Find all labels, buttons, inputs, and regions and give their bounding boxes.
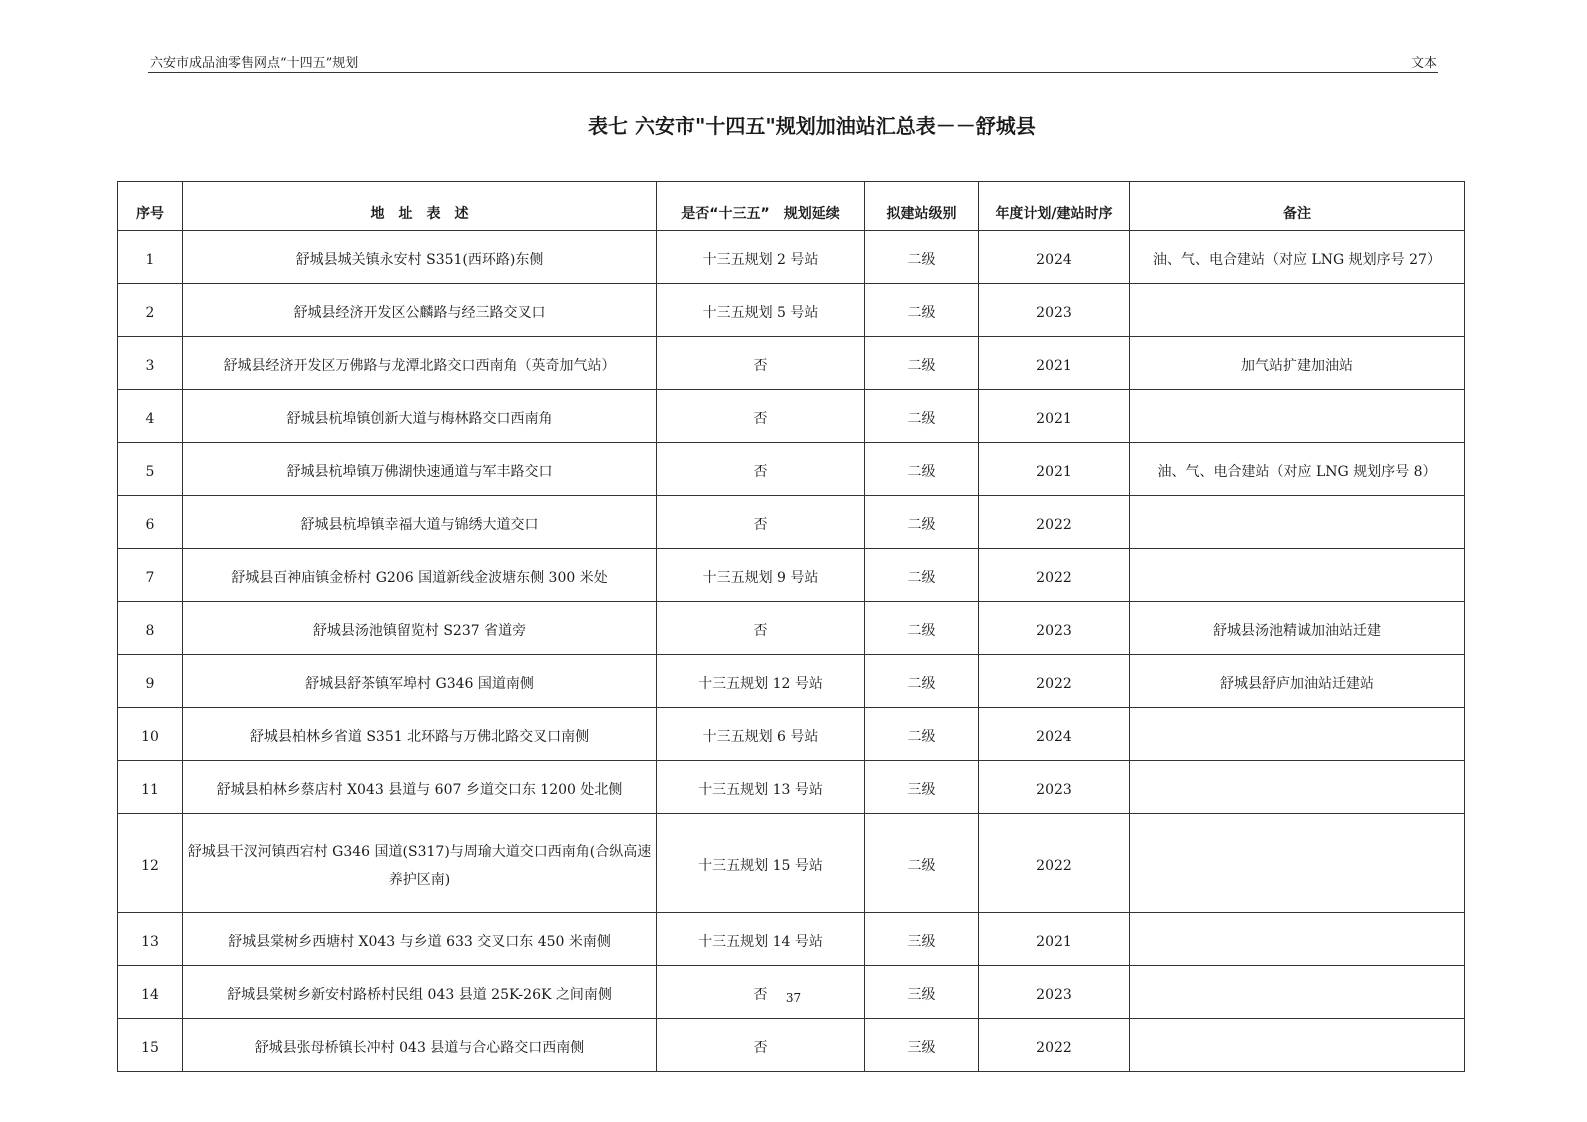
table-row — [118, 390, 1465, 443]
cell-year: 2022 — [979, 496, 1130, 549]
cell-continuation: 否 — [657, 966, 865, 1019]
cell-number: 6 — [118, 496, 183, 549]
column-header-level: 拟建站级别 — [865, 182, 979, 231]
cell-remark — [1130, 549, 1465, 602]
table-row — [118, 496, 1465, 549]
cell-level: 二级 — [865, 708, 979, 761]
cell-year: 2023 — [979, 284, 1130, 337]
cell-address: 舒城县杭埠镇万佛湖快速通道与军丰路交口 — [183, 443, 657, 496]
cell-level: 二级 — [865, 337, 979, 390]
cell-address: 舒城县棠树乡西塘村 X043 与乡道 633 交叉口东 450 米南侧 — [183, 913, 657, 966]
running-header-title: 六安市成品油零售网点“十四五”规划 — [150, 56, 359, 71]
cell-level: 二级 — [865, 814, 979, 913]
table-row — [118, 337, 1465, 390]
cell-number: 15 — [118, 1019, 183, 1072]
column-header-continuation: 是否“十三五” 规划延续 — [657, 182, 865, 231]
table-row — [118, 814, 1465, 913]
cell-continuation: 否 — [657, 602, 865, 655]
cell-address: 舒城县干汊河镇西宕村 G346 国道(S317)与周瑜大道交口西南角(合纵高速养护区南) — [183, 814, 657, 913]
cell-number: 13 — [118, 913, 183, 966]
cell-level: 二级 — [865, 284, 979, 337]
cell-year: 2024 — [979, 231, 1130, 284]
cell-level: 二级 — [865, 549, 979, 602]
cell-number: 7 — [118, 549, 183, 602]
cell-address: 舒城县柏林乡蔡店村 X043 县道与 607 乡道交口东 1200 处北侧 — [183, 761, 657, 814]
table-row — [118, 549, 1465, 602]
table-header-row — [118, 182, 1465, 231]
cell-number: 10 — [118, 708, 183, 761]
cell-remark — [1130, 496, 1465, 549]
cell-address: 舒城县城关镇永安村 S351(西环路)东侧 — [183, 231, 657, 284]
cell-remark — [1130, 761, 1465, 814]
cell-number: 14 — [118, 966, 183, 1019]
cell-remark — [1130, 1019, 1465, 1072]
cell-remark: 油、气、电合建站（对应 LNG 规划序号 27） — [1130, 231, 1465, 284]
cell-remark — [1130, 814, 1465, 913]
cell-year: 2021 — [979, 443, 1130, 496]
cell-level: 二级 — [865, 602, 979, 655]
table-row — [118, 284, 1465, 337]
cell-remark — [1130, 390, 1465, 443]
table-row — [118, 708, 1465, 761]
cell-address: 舒城县棠树乡新安村路桥村民组 043 县道 25K-26K 之间南侧 — [183, 966, 657, 1019]
cell-address: 舒城县柏林乡省道 S351 北环路与万佛北路交叉口南侧 — [183, 708, 657, 761]
cell-continuation: 十三五规划 5 号站 — [657, 284, 865, 337]
cell-remark — [1130, 708, 1465, 761]
cell-remark: 油、气、电合建站（对应 LNG 规划序号 8） — [1130, 443, 1465, 496]
cell-year: 2024 — [979, 708, 1130, 761]
table-row — [118, 913, 1465, 966]
cell-continuation: 十三五规划 12 号站 — [657, 655, 865, 708]
cell-remark: 加气站扩建加油站 — [1130, 337, 1465, 390]
cell-continuation: 十三五规划 2 号站 — [657, 231, 865, 284]
table-row — [118, 1019, 1465, 1072]
cell-year: 2022 — [979, 814, 1130, 913]
cell-continuation: 否 — [657, 390, 865, 443]
cell-number: 1 — [118, 231, 183, 284]
cell-year: 2021 — [979, 913, 1130, 966]
cell-continuation: 否 — [657, 496, 865, 549]
cell-continuation: 否 — [657, 1019, 865, 1072]
cell-continuation: 十三五规划 9 号站 — [657, 549, 865, 602]
cell-number: 12 — [118, 814, 183, 913]
header-divider — [148, 72, 1438, 73]
cell-level: 三级 — [865, 966, 979, 1019]
cell-year: 2021 — [979, 390, 1130, 443]
cell-remark: 舒城县汤池精诚加油站迁建 — [1130, 602, 1465, 655]
cell-year: 2023 — [979, 966, 1130, 1019]
cell-address: 舒城县汤池镇留览村 S237 省道旁 — [183, 602, 657, 655]
cell-level: 二级 — [865, 655, 979, 708]
cell-continuation: 十三五规划 15 号站 — [657, 814, 865, 913]
cell-address: 舒城县杭埠镇幸福大道与锦绣大道交口 — [183, 496, 657, 549]
cell-remark — [1130, 284, 1465, 337]
cell-address: 舒城县百神庙镇金桥村 G206 国道新线金波塘东侧 300 米处 — [183, 549, 657, 602]
cell-level: 二级 — [865, 496, 979, 549]
table-row — [118, 231, 1465, 284]
cell-year: 2022 — [979, 549, 1130, 602]
cell-remark — [1130, 913, 1465, 966]
cell-address: 舒城县张母桥镇长冲村 043 县道与合心路交口西南侧 — [183, 1019, 657, 1072]
cell-year: 2021 — [979, 337, 1130, 390]
cell-number: 8 — [118, 602, 183, 655]
cell-remark: 舒城县舒庐加油站迁建站 — [1130, 655, 1465, 708]
cell-number: 2 — [118, 284, 183, 337]
page-title: 表七 六安市"十四五"规划加油站汇总表－－舒城县 — [588, 114, 1036, 138]
cell-year: 2022 — [979, 655, 1130, 708]
cell-level: 二级 — [865, 390, 979, 443]
table-row — [118, 761, 1465, 814]
running-header-label: 文本 — [1410, 56, 1437, 71]
cell-year: 2023 — [979, 761, 1130, 814]
cell-number: 11 — [118, 761, 183, 814]
cell-address: 舒城县经济开发区万佛路与龙潭北路交口西南角（英奇加气站） — [183, 337, 657, 390]
column-header-remark: 备注 — [1130, 182, 1465, 231]
cell-number: 3 — [118, 337, 183, 390]
cell-level: 二级 — [865, 231, 979, 284]
cell-continuation: 否 — [657, 443, 865, 496]
gas-station-summary-table — [117, 181, 1465, 1072]
table-row — [118, 602, 1465, 655]
column-header-address: 地 址 表 述 — [183, 182, 657, 231]
column-header-number: 序号 — [118, 182, 183, 231]
cell-number: 5 — [118, 443, 183, 496]
table-row — [118, 655, 1465, 708]
cell-number: 4 — [118, 390, 183, 443]
cell-level: 二级 — [865, 443, 979, 496]
cell-continuation: 十三五规划 6 号站 — [657, 708, 865, 761]
cell-address: 舒城县舒茶镇军埠村 G346 国道南侧 — [183, 655, 657, 708]
page-number: 37 — [785, 991, 802, 1005]
cell-address: 舒城县经济开发区公麟路与经三路交叉口 — [183, 284, 657, 337]
cell-address: 舒城县杭埠镇创新大道与梅林路交口西南角 — [183, 390, 657, 443]
cell-year: 2022 — [979, 1019, 1130, 1072]
cell-continuation: 十三五规划 13 号站 — [657, 761, 865, 814]
cell-level: 三级 — [865, 761, 979, 814]
column-header-year: 年度计划/建站时序 — [979, 182, 1130, 231]
cell-continuation: 十三五规划 14 号站 — [657, 913, 865, 966]
cell-year: 2023 — [979, 602, 1130, 655]
table-row — [118, 443, 1465, 496]
cell-level: 三级 — [865, 1019, 979, 1072]
cell-number: 9 — [118, 655, 183, 708]
cell-continuation: 否 — [657, 337, 865, 390]
cell-level: 三级 — [865, 913, 979, 966]
